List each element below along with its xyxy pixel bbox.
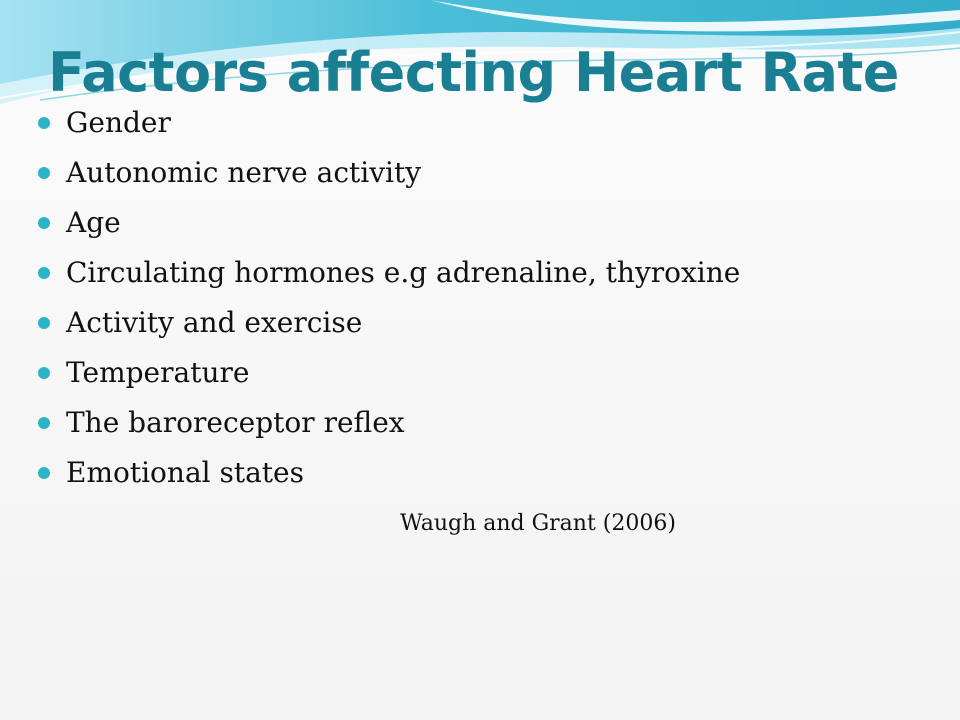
slide-title: Factors affecting Heart Rate [48,41,899,104]
bullet-item [38,398,740,448]
bullet-item [38,298,740,348]
bullet-list [38,98,740,498]
bullet-item [38,198,740,248]
bullet-dot-icon [38,217,50,229]
bullet-item [38,98,740,148]
bullet-dot-icon [38,117,50,129]
bullet-text: Gender [66,106,171,139]
bullet-dot-icon [38,167,50,179]
bullet-item [38,348,740,398]
bullet-text: Circulating hormones e.g adrenaline, thyroxine [66,256,741,289]
bullet-text: Activity and exercise [66,306,363,339]
bullet-text: Emotional states [66,456,304,489]
bullet-text: Autonomic nerve activity [66,156,422,189]
bullet-item [38,448,740,498]
bullet-item [38,248,740,298]
bullet-dot-icon [38,417,50,429]
bullet-dot-icon [38,317,50,329]
bullet-text: Age [66,206,121,239]
citation: Waugh and Grant (2006) [400,511,676,536]
bullet-dot-icon [38,367,50,379]
bullet-item [38,148,740,198]
bullet-text: Temperature [66,356,250,389]
bullet-dot-icon [38,467,50,479]
bullet-dot-icon [38,267,50,279]
bullet-text: The baroreceptor reflex [66,406,405,439]
